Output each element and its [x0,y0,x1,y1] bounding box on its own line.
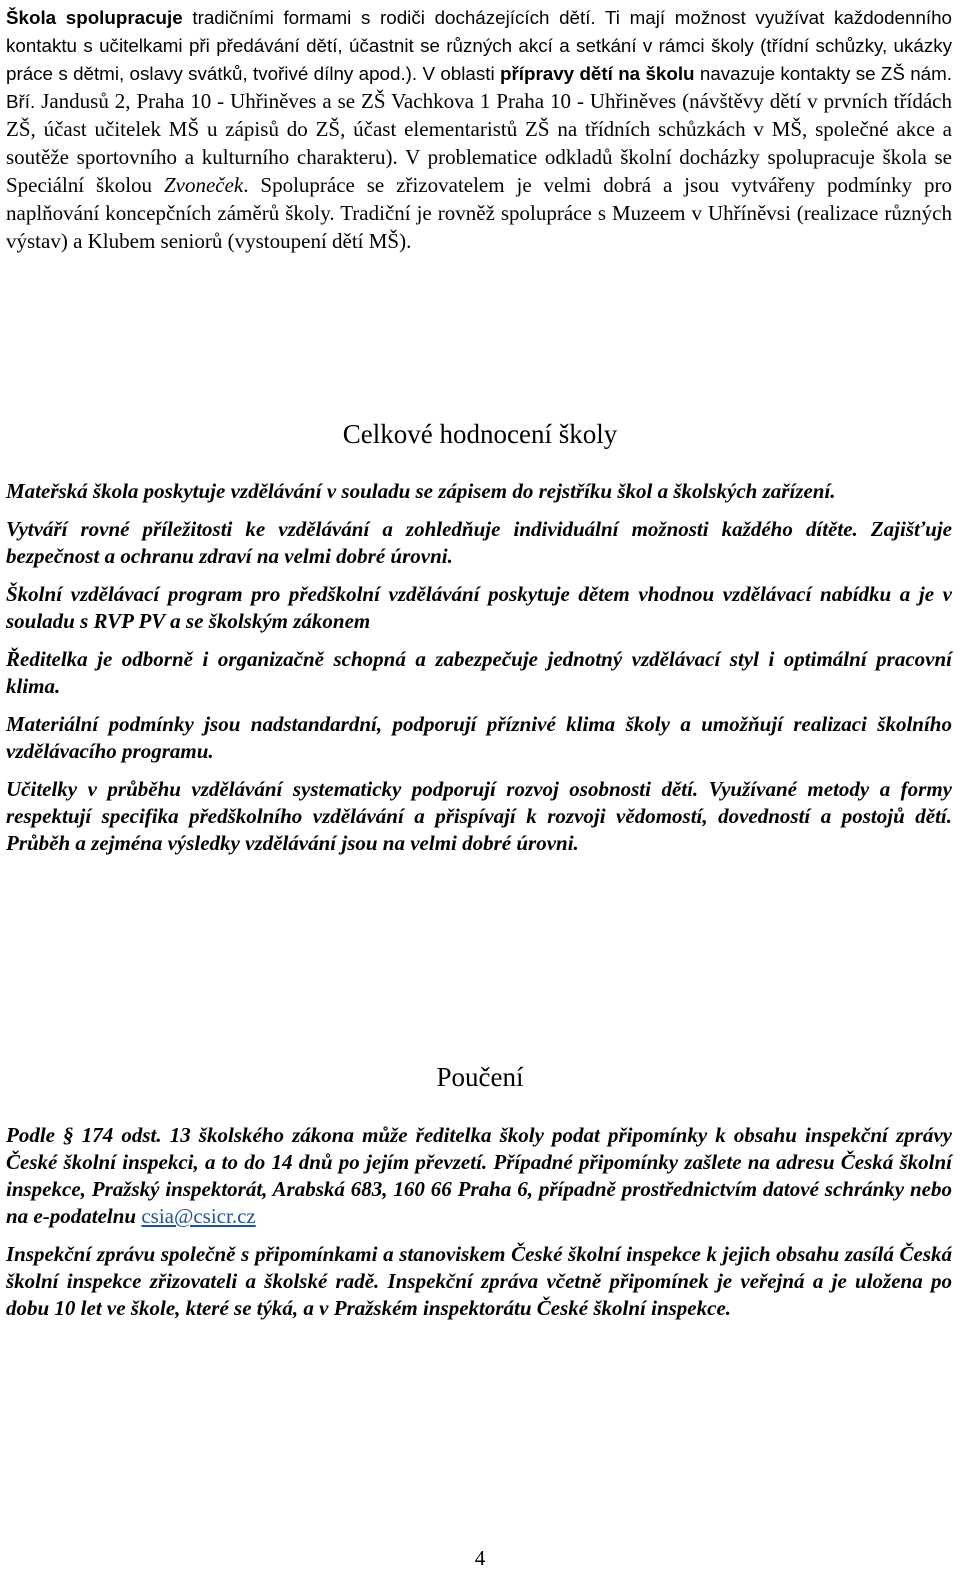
celkove-paragraph: Školní vzdělávací program pro předškolní vzdělávání poskytuje dětem vhodnou vzdělávací nabídku a je v souladu s RVP PV a se školským zákonem [6,582,952,633]
pouceni-text: Podle § 174 odst. 13 školského zákona může ředitelka školy podat připomínky k obsahu inspekční zprávy České školní inspekci, a to do 14 dnů po jejím převzetí. Případné připomínky zašlete na adresu Česká školní inspekce, Pražský inspektorát, Arabská 683, 160 66 Praha 6, případně prostřednictvím datové schránky nebo na e-podatelnu [6,1123,952,1228]
celkove-paragraph: Vytváří rovné příležitosti ke vzdělávání a zohledňuje individuální možnosti každého dítěte. Zajišťuje bezpečnost a ochranu zdraví na velmi dobré úrovni. [6,517,952,568]
intro-text-4: . Spolupráce se zřizovatelem je velmi dobrá a jsou vytvářeny podmínky pro naplňování koncepčních záměrů školy. Tradiční je rovněž spolupráce s Muzeem v Uhříněvsi (realizace různých výstav) a Klubem seniorů (vystoupení dětí MŠ). [6,173,952,253]
intro-text-3: Jandusů 2, Praha 10 - Uhřiněves a se ZŠ Vachkova 1 Praha 10 - Uhřiněves (návštěvy dětí v prvních třídách ZŠ, účast učitelek MŠ u zápisů do ZŠ, účast elementaristů ZŠ na třídních schůzkách v MŠ, společné akce a soutěže sportovního a kulturního charakteru). V problematice odkladů školní docházky spolupracuje škola se Speciální školou [6,89,952,197]
section-pouceni [6,1122,952,1333]
section-heading-pouceni: Poučení [436,1062,524,1092]
intro-paragraph [6,4,952,256]
celkove-paragraph: Materiální podmínky jsou nadstandardní, podporují příznivé klima školy a umožňují realizaci školního vzdělávacího programu. [6,712,952,763]
page-number: 4 [474,1546,486,1570]
section-celkove [6,478,952,868]
pouceni-paragraph-2: Inspekční zprávu společně s připomínkami a stanoviskem České školní inspekce k jejich obsahu zasílá Česká školní inspekce zřizovateli a školské radě. Inspekční zpráva včetně připomínek je veřejná a je uložena po dobu 10 let ve škole, které se týká, a v Pražském inspektorátu České školní inspekce. [6,1242,952,1320]
email-link[interactable]: csia@csicr.cz [141,1204,256,1228]
intro-lead: Škola spolupracuje [6,7,183,28]
intro-text-2: navazuje kontakty se ZŠ nám. Bří. [6,63,952,112]
pouceni-paragraph-1 [6,1122,952,1230]
intro-emphasis: přípravy dětí na školu [500,63,695,84]
intro-text-1: tradičními formami s rodiči docházejících dětí. Ti mají možnost využívat každodenního kontaktu s učitelkami při předávání dětí, účastnit se různých akcí a setkání v rámci školy (třídní schůzky, ukázky práce s dětmi, oslavy svátků, tvořivé dílny apod.). V oblasti [6,7,952,84]
celkove-paragraph: Ředitelka je odborně i organizačně schopná a zabezpečuje jednotný vzdělávací styl i optimální pracovní klima. [6,647,952,698]
celkove-paragraph: Učitelky v průběhu vzdělávání systematicky podporují rozvoj osobnosti dětí. Využívané metody a formy respektují specifika předškolního vzdělávání a přispívají k rozvoji vědomostí, dovedností a postojů dětí. Průběh a zejména výsledky vzdělávání jsou na velmi dobré úrovni. [6,777,952,855]
intro-school-name: Zvoneček [163,173,244,197]
celkove-paragraph: Mateřská škola poskytuje vzdělávání v souladu se zápisem do rejstříku škol a školských zařízení. [6,479,836,503]
section-heading-celkove: Celkové hodnocení školy [342,419,618,449]
